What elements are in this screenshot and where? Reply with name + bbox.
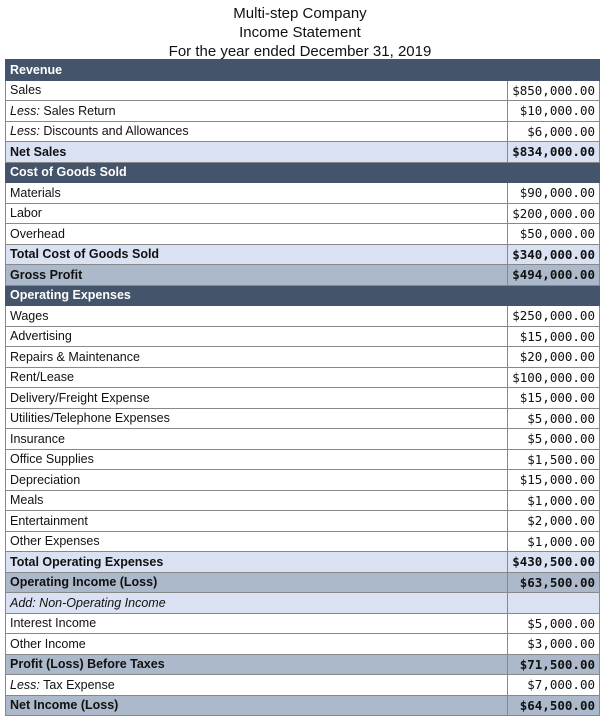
line-item-row xyxy=(6,121,600,142)
line-item-row xyxy=(6,306,600,327)
line-item-row xyxy=(6,449,600,470)
row-label xyxy=(6,552,508,573)
row-label-text: Add: Non-Operating Income xyxy=(10,595,166,610)
row-label xyxy=(6,265,508,286)
row-label-text: Total Operating Expenses xyxy=(10,554,164,569)
row-label-text: Sales xyxy=(10,83,42,98)
row-label-text: Other Income xyxy=(10,636,86,651)
row-amount: $340,000.00 xyxy=(508,244,600,265)
total-row xyxy=(6,142,600,163)
row-label-text: Insurance xyxy=(10,431,65,446)
row-amount: $250,000.00 xyxy=(508,306,600,327)
row-amount: $1,000.00 xyxy=(508,531,600,552)
row-amount: $494,000.00 xyxy=(508,265,600,286)
row-amount: $20,000.00 xyxy=(508,347,600,368)
line-item-row xyxy=(6,511,600,532)
row-label xyxy=(6,80,508,101)
line-item-row xyxy=(6,408,600,429)
row-label-text: Wages xyxy=(10,308,49,323)
row-label xyxy=(6,634,508,655)
section-header-row xyxy=(6,162,600,183)
section-header-row xyxy=(6,285,600,306)
row-label-text: Tax Expense xyxy=(39,677,115,692)
row-label-text: Materials xyxy=(10,185,61,200)
row-amount: $2,000.00 xyxy=(508,511,600,532)
row-amount: $90,000.00 xyxy=(508,183,600,204)
row-amount: $1,500.00 xyxy=(508,449,600,470)
row-prefix: Less: xyxy=(10,124,40,139)
row-label-text: Other Expenses xyxy=(10,534,100,549)
statement-title: Income Statement xyxy=(239,24,361,41)
row-amount: $63,500.00 xyxy=(508,572,600,593)
row-label-text: Entertainment xyxy=(10,513,88,528)
row-label xyxy=(6,203,508,224)
row-amount: $6,000.00 xyxy=(508,121,600,142)
line-item-row xyxy=(6,203,600,224)
row-amount: $5,000.00 xyxy=(508,408,600,429)
row-amount: $5,000.00 xyxy=(508,429,600,450)
row-label-text: Repairs & Maintenance xyxy=(10,349,140,364)
statement-period: For the year ended December 31, 2019 xyxy=(168,43,432,60)
row-label xyxy=(6,490,508,511)
row-label-text: Operating Income (Loss) xyxy=(10,575,158,590)
line-item-row xyxy=(6,326,600,347)
row-label xyxy=(6,613,508,634)
row-label xyxy=(6,285,508,306)
line-item-row xyxy=(6,388,600,409)
line-item-row xyxy=(6,80,600,101)
row-label xyxy=(6,326,508,347)
row-label-text: Rent/Lease xyxy=(10,370,74,385)
row-label xyxy=(6,429,508,450)
section-header-row xyxy=(6,60,600,81)
row-label-text: Cost of Goods Sold xyxy=(10,165,127,180)
row-amount: $7,000.00 xyxy=(508,675,600,696)
row-label xyxy=(6,675,508,696)
row-label xyxy=(6,224,508,245)
total-row xyxy=(6,654,600,675)
row-amount: $64,500.00 xyxy=(508,695,600,716)
line-item-row xyxy=(6,224,600,245)
row-label xyxy=(6,306,508,327)
row-label xyxy=(6,183,508,204)
row-label xyxy=(6,531,508,552)
row-label xyxy=(6,388,508,409)
row-label-text: Depreciation xyxy=(10,472,81,487)
row-label xyxy=(6,244,508,265)
row-label-text: Discounts and Allowances xyxy=(39,124,189,139)
line-item-row xyxy=(6,470,600,491)
line-item-row xyxy=(6,675,600,696)
row-label xyxy=(6,162,508,183)
total-row xyxy=(6,593,600,614)
row-amount: $1,000.00 xyxy=(508,490,600,511)
row-label xyxy=(6,572,508,593)
total-row xyxy=(6,572,600,593)
row-amount: $3,000.00 xyxy=(508,634,600,655)
row-label-text: Utilities/Telephone Expenses xyxy=(10,411,170,426)
line-item-row xyxy=(6,531,600,552)
row-label-text: Net Income (Loss) xyxy=(10,698,119,713)
row-label-text: Profit (Loss) Before Taxes xyxy=(10,657,165,672)
row-amount: $834,000.00 xyxy=(508,142,600,163)
row-label-text: Advertising xyxy=(10,329,72,344)
row-label xyxy=(6,654,508,675)
row-amount: $15,000.00 xyxy=(508,326,600,347)
row-label-text: Net Sales xyxy=(10,144,67,159)
row-label-text: Labor xyxy=(10,206,42,221)
line-item-row xyxy=(6,429,600,450)
row-label xyxy=(6,695,508,716)
row-label xyxy=(6,142,508,163)
row-prefix: Less: xyxy=(10,677,40,692)
line-item-row xyxy=(6,367,600,388)
row-label xyxy=(6,408,508,429)
row-amount: $50,000.00 xyxy=(508,224,600,245)
row-amount: $100,000.00 xyxy=(508,367,600,388)
row-amount: $10,000.00 xyxy=(508,101,600,122)
row-prefix: Less: xyxy=(10,103,40,118)
line-item-row xyxy=(6,490,600,511)
row-label-text: Overhead xyxy=(10,226,65,241)
row-label xyxy=(6,121,508,142)
row-amount: $850,000.00 xyxy=(508,80,600,101)
row-label-text: Delivery/Freight Expense xyxy=(10,390,150,405)
row-amount: $5,000.00 xyxy=(508,613,600,634)
row-label-text: Meals xyxy=(10,493,44,508)
row-label xyxy=(6,511,508,532)
row-label xyxy=(6,593,508,614)
row-label-text: Revenue xyxy=(10,62,63,77)
row-label xyxy=(6,470,508,491)
row-amount xyxy=(508,593,600,614)
row-amount: $430,500.00 xyxy=(508,552,600,573)
row-label-text: Operating Expenses xyxy=(10,288,131,303)
row-amount: $200,000.00 xyxy=(508,203,600,224)
total-row xyxy=(6,265,600,286)
company-name: Multi-step Company xyxy=(233,5,367,22)
line-item-row xyxy=(6,634,600,655)
row-label xyxy=(6,449,508,470)
line-item-row xyxy=(6,183,600,204)
row-label-text: Sales Return xyxy=(39,103,116,118)
row-amount: $15,000.00 xyxy=(508,470,600,491)
statement-header xyxy=(0,0,600,59)
row-label xyxy=(6,60,508,81)
line-item-row xyxy=(6,101,600,122)
income-statement-table xyxy=(5,59,600,716)
row-label-text: Gross Profit xyxy=(10,267,83,282)
row-label-text: Office Supplies xyxy=(10,452,94,467)
row-amount xyxy=(508,162,600,183)
row-amount xyxy=(508,285,600,306)
row-amount: $71,500.00 xyxy=(508,654,600,675)
row-label xyxy=(6,101,508,122)
row-amount xyxy=(508,60,600,81)
total-row xyxy=(6,244,600,265)
total-row xyxy=(6,552,600,573)
row-label-text: Total Cost of Goods Sold xyxy=(10,247,160,262)
row-label xyxy=(6,347,508,368)
row-label xyxy=(6,367,508,388)
line-item-row xyxy=(6,613,600,634)
row-label-text: Interest Income xyxy=(10,616,97,631)
total-row xyxy=(6,695,600,716)
line-item-row xyxy=(6,347,600,368)
row-amount: $15,000.00 xyxy=(508,388,600,409)
